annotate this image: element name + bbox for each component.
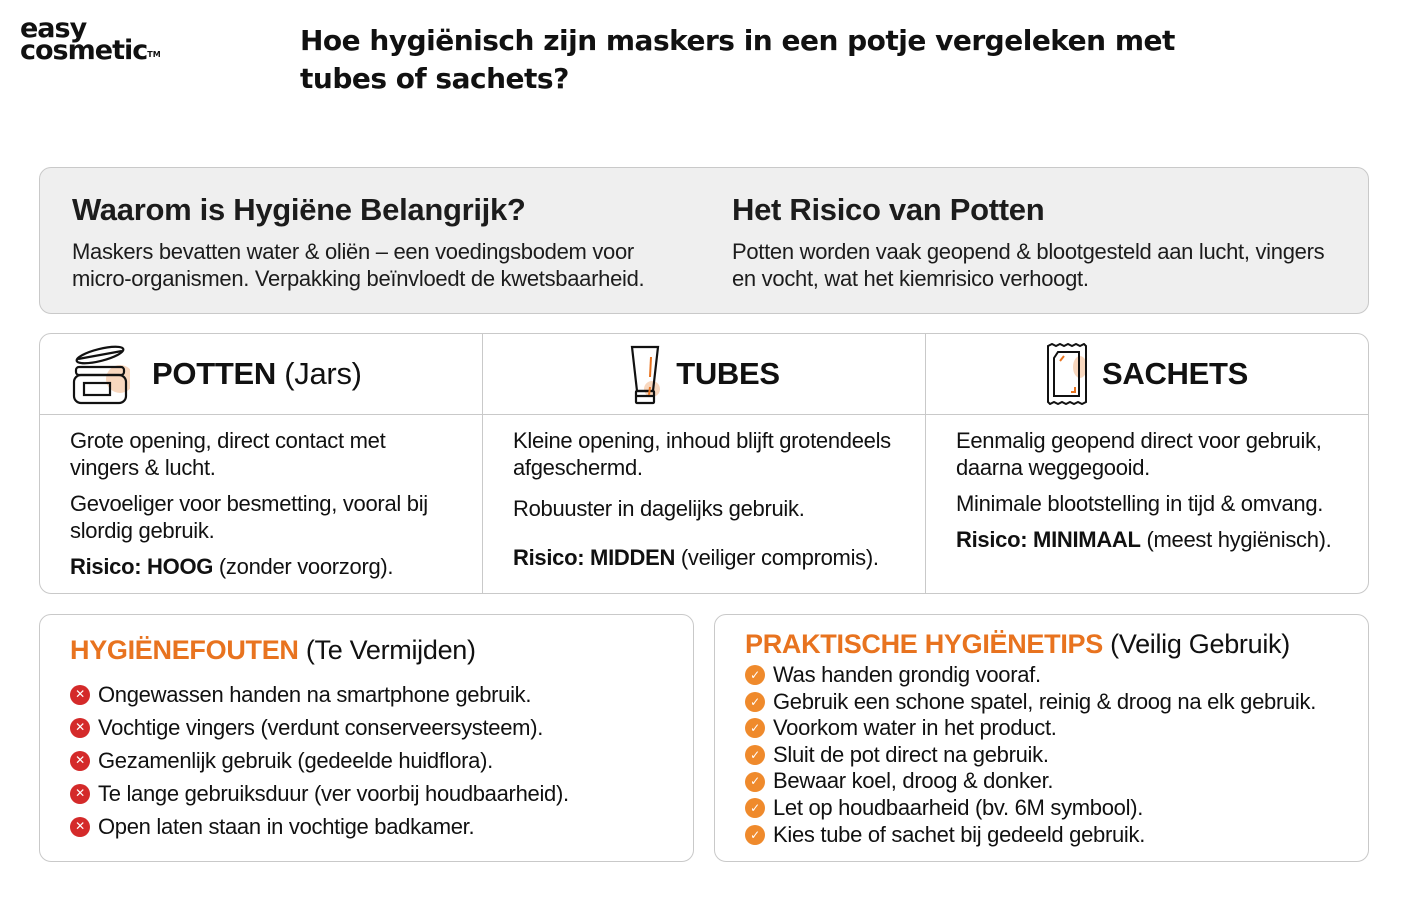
list-item: ✕ Gezamenlijk gebruik (gedeelde huidflora). [70,744,663,777]
check-icon: ✓ [745,825,765,845]
column-body: Kleine opening, inhoud blijft grotendeels afgeschermd. Robuuster in dagelijks gebruik. Risico: MIDDEN (veiliger compromis). [483,415,925,580]
intro-text: Potten worden vaak geopend & blootgesteld aan lucht, vingers en vocht, wat het kiemrisico verhoogt. [732,239,1325,291]
check-icon: ✓ [745,745,765,765]
tube-icon [628,343,662,405]
column-header [483,334,925,415]
check-icon: ✓ [745,798,765,818]
comparison-table [39,333,1369,594]
intro-risk [708,168,1368,313]
list-item: ✕ Vochtige vingers (verdunt conserveersysteem). [70,711,663,744]
column-title: SACHETS [1101,356,1249,391]
column-header [40,334,482,415]
intro-text: Maskers bevatten water & oliën – een voedingsbodem voor micro-organismen. Verpakking beïnvloedt de kwetsbaarheid. [72,239,645,291]
column-body: Grote opening, direct contact met vingers & lucht. Gevoeliger voor besmetting, vooral bij slordig gebruik. Risico: HOOG (zonder voorzorg). [40,415,482,589]
jar-icon [70,343,130,405]
list-item: ✓ Was handen grondig vooraf. [745,662,1338,689]
list-item: ✓ Voorkom water in het product. [745,715,1338,742]
error-x-icon: ✕ [70,718,90,738]
intro-why [40,168,708,313]
list-item: ✕ Te lange gebruiksduur (ver voorbij houdbaarheid). [70,777,663,810]
list-item: ✓ Bewaar koel, droog & donker. [745,768,1338,795]
brand-logo [20,13,161,66]
check-icon: ✓ [745,772,765,792]
risk-level: Risico: HOOG (zonder voorzorg). [70,554,394,579]
list-item: ✕ Open laten staan in vochtige badkamer. [70,810,663,843]
check-icon: ✓ [745,718,765,738]
mistakes-list [70,678,663,843]
page-title: Hoe hygiënisch zijn maskers in een potje vergeleken met tubes of sachets? [300,24,1175,95]
tips-heading: PRAKTISCHE HYGIËNETIPS (Veilig Gebruik) [745,629,1290,659]
tips-panel [714,614,1369,862]
error-x-icon: ✕ [70,685,90,705]
brand-line2: cosmetic™ [20,35,161,66]
list-item: ✓ Kies tube of sachet bij gedeeld gebruik. [745,822,1338,849]
brand-line1: easy [20,13,87,44]
list-item: ✓ Gebruik een schone spatel, reinig & droog na elk gebruik. [745,689,1338,716]
error-x-icon: ✕ [70,817,90,837]
list-item: ✓ Sluit de pot direct na gebruik. [745,742,1338,769]
column-header [926,334,1368,415]
error-x-icon: ✕ [70,784,90,804]
column-tubes [482,334,925,593]
check-icon: ✓ [745,665,765,685]
risk-level: Risico: MIDDEN (veiliger compromis). [513,545,879,570]
list-item: ✓ Let op houdbaarheid (bv. 6M symbool). [745,795,1338,822]
risk-level: Risico: MINIMAAL (meest hygiënisch). [956,527,1332,552]
error-x-icon: ✕ [70,751,90,771]
column-title: TUBES [676,356,780,391]
mistakes-panel [39,614,694,862]
column-sachets [925,334,1368,593]
mistakes-heading: HYGIËNEFOUTEN (Te Vermijden) [70,635,476,665]
tips-list [745,662,1338,848]
column-jars [40,334,482,593]
intro-panel [39,167,1369,314]
check-icon: ✓ [745,692,765,712]
sachet-icon [1046,343,1088,405]
trademark: TM [147,50,161,59]
column-title: POTTEN (Jars) [152,356,362,391]
list-item: ✕ Ongewassen handen na smartphone gebruik. [70,678,663,711]
intro-heading: Het Risico van Potten [732,192,1045,227]
column-body: Eenmalig geopend direct voor gebruik, daarna weggegooid. Minimale blootstelling in tijd & omvang. Risico: MINIMAAL (meest hygiënisch). [926,415,1368,562]
intro-heading: Waarom is Hygiëne Belangrijk? [72,192,526,227]
